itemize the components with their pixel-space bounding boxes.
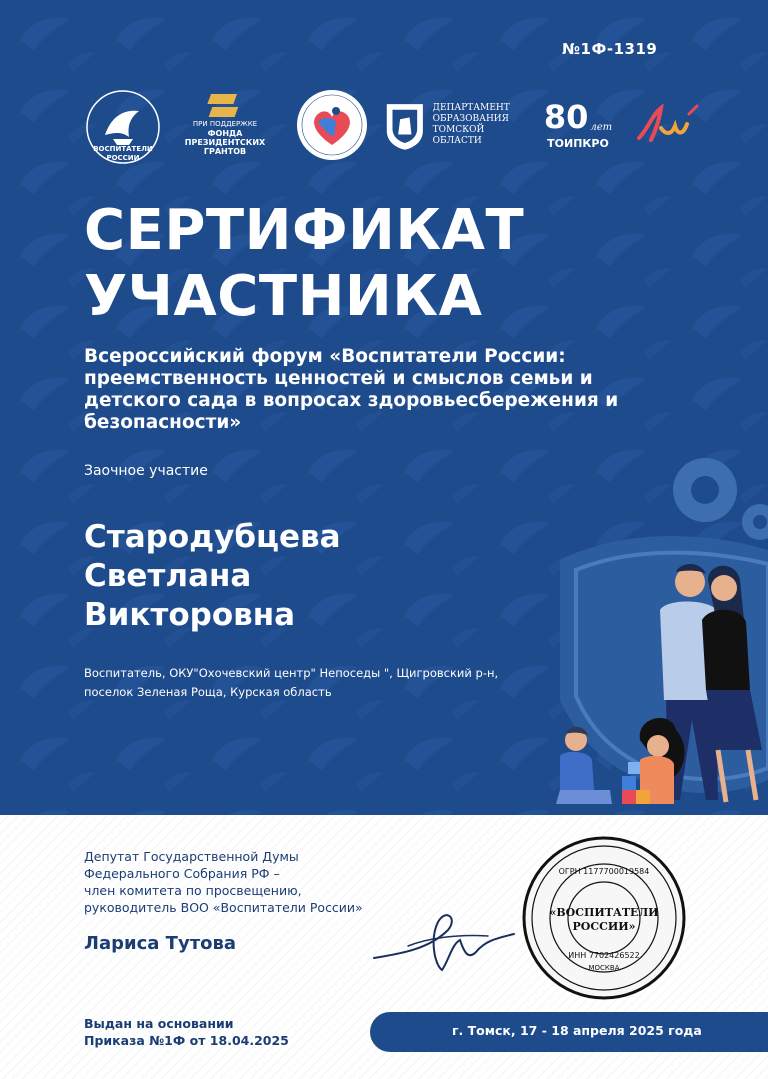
grants-fund-text: ФОНДА (207, 129, 243, 138)
tomsk-education-text: ОБРАЗОВАНИЯ (432, 114, 509, 124)
issue-basis (84, 1015, 289, 1049)
issue-basis-line2: Приказа №1Ф от 18.04.2025 (84, 1033, 289, 1048)
vospitateli-rossii-caption: ВОСПИТАТЕЛИ РОССИИ (93, 145, 153, 162)
signatory-title-line2: Федерального Собрания РФ – (84, 866, 280, 881)
luch-logo (628, 82, 704, 168)
family-shield-illustration (540, 450, 768, 815)
certificate-number: №1Ф-1319 (562, 40, 658, 58)
tomsk-region-text: ТОМСКОЙ ОБЛАСТИ (432, 125, 485, 146)
tomsk-coat-of-arms-icon (383, 97, 427, 153)
signatory-title-line3: член комитета по просвещению, (84, 883, 302, 898)
grants-grants-text: ГРАНТОВ (203, 147, 247, 156)
issue-basis-line1: Выдан на основании (84, 1016, 234, 1031)
grants-presidential-text: ПРЕЗИДЕНТСКИХ (184, 138, 266, 147)
toipkro-anniversary-number: 80 (543, 97, 589, 136)
tomsk-department-text: ДЕПАРТАМЕНТ (432, 103, 510, 113)
forum-name: Всероссийский форум «Воспитатели России: преемственность ценностей и смыслов семьи и детского сада в вопросах здоровьесбережения и безопасности» (84, 346, 619, 433)
luch-script-icon (631, 100, 701, 150)
tomsk-department-logo (383, 82, 531, 168)
participant-surname: Стародубцева (84, 519, 341, 555)
certificate-title-line2: УЧАСТНИКА (84, 264, 483, 329)
heart-emblem-icon (294, 87, 370, 163)
stamp-center-line1: «ВОСПИТАТЕЛИ (549, 906, 659, 919)
stamp-ogrn-text: ОГРН 1177700019584 (558, 867, 650, 876)
participant-first-name: Светлана (84, 558, 252, 594)
place-and-date: г. Томск, 17 - 18 апреля 2025 года (452, 1023, 702, 1038)
stamp-center-line2: РОССИИ» (572, 920, 636, 933)
participant-patronymic: Викторовна (84, 597, 296, 633)
toipkro-caption: ТОИПКРО (547, 136, 609, 150)
signatory-title-line4: руководитель ВОО «Воспитатели России» (84, 900, 363, 915)
official-seal-stamp (520, 834, 688, 1002)
partner-logos-row (80, 82, 720, 172)
gear-icon (673, 458, 768, 540)
participant-position-line1: Воспитатель, ОКУ"Охочевский центр" Непоседы ", Щигровский р-н, (84, 666, 499, 680)
signatory-title-line1: Депутат Государственной Думы (84, 849, 299, 864)
handwritten-signature (368, 900, 518, 980)
presidential-grants-logo (180, 82, 270, 168)
participant-name (84, 518, 341, 635)
stamp-city-text: МОСКВА (588, 964, 620, 972)
participation-mode: Заочное участие (84, 463, 208, 479)
certificate-title-line1: СЕРТИФИКАТ (84, 198, 525, 263)
forum-heart-logo (292, 82, 372, 168)
grants-support-text: ПРИ ПОДДЕРЖКЕ (192, 120, 258, 128)
participant-position (84, 664, 524, 702)
toipkro-years-text: лет (590, 121, 613, 133)
certificate-title (84, 198, 524, 330)
toipkro-logo (543, 82, 613, 168)
vospitateli-rossii-org-logo (80, 82, 166, 168)
signatory-name: Лариса Тутова (84, 933, 237, 954)
stamp-inn-text: ИНН 7702426522 (568, 951, 640, 960)
participant-position-line2: поселок Зеленая Роща, Курская область (84, 685, 332, 699)
grants-emblem-icon (207, 94, 243, 120)
